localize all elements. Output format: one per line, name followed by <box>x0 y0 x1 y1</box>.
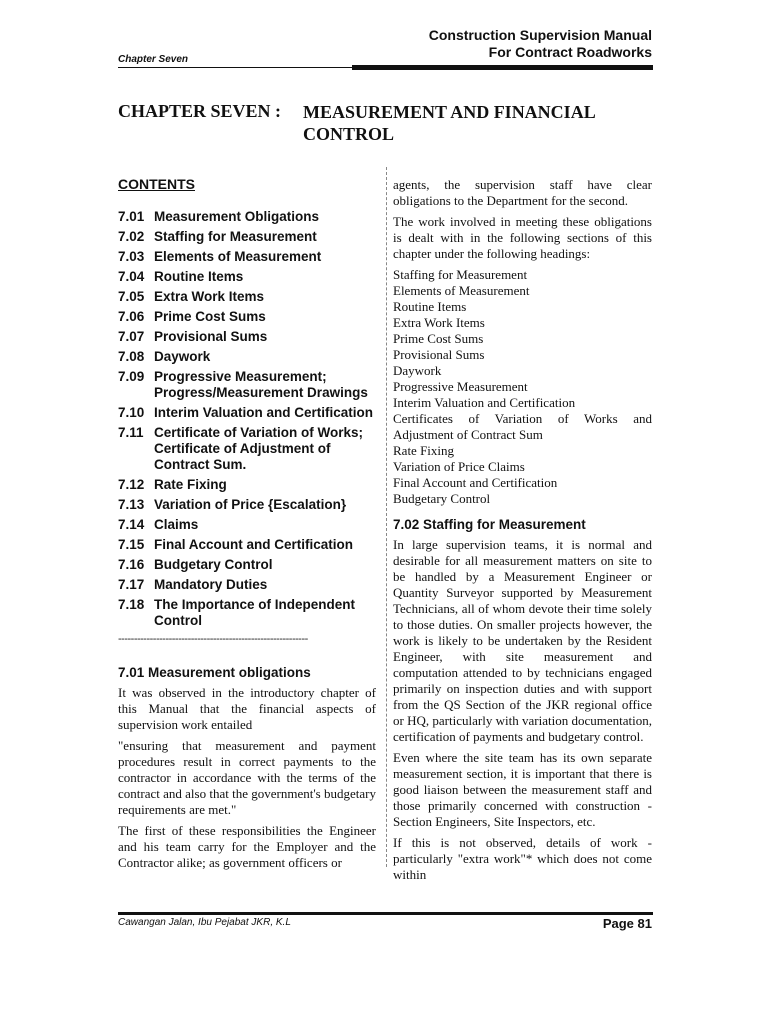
left-column <box>118 176 376 876</box>
contents-item-title: Interim Valuation and Certification <box>154 405 374 420</box>
contents-item <box>118 309 376 325</box>
chapter-heading-item: Variation of Price Claims <box>393 459 525 474</box>
page-number: Page 81 <box>602 916 652 931</box>
contents-item <box>118 329 376 345</box>
contents-item <box>118 229 376 245</box>
contents-item-number: 7.14 <box>118 517 145 532</box>
contents-item-number: 7.01 <box>118 209 145 224</box>
contents-item <box>118 209 376 225</box>
contents-item <box>118 477 376 493</box>
contents-item-title: Progressive Measurement; Progress/Measurement Drawings <box>154 369 368 400</box>
contents-item <box>118 369 376 401</box>
contents-item <box>118 517 376 533</box>
contents-item <box>118 425 376 473</box>
chapter-heading-item: Extra Work Items <box>393 315 485 330</box>
chapter-heading-item: Routine Items <box>393 299 467 314</box>
manual-title <box>429 27 652 61</box>
contents-item-number: 7.03 <box>118 249 145 264</box>
contents-item <box>118 557 376 573</box>
chapter-heading-item: Adjustment of Contract Sum <box>393 427 543 442</box>
section-702-heading: 7.02 Staffing for Measurement <box>393 517 586 532</box>
section-701-heading: 7.01 Measurement obligations <box>118 665 311 680</box>
chapter-heading-item: Provisional Sums <box>393 347 485 362</box>
contents-item-number: 7.05 <box>118 289 145 304</box>
chapter-heading-item: Rate Fixing <box>393 443 455 458</box>
manual-title-line1: Construction Supervision Manual <box>428 27 652 43</box>
chapter-headings-list <box>393 267 652 507</box>
contents-item-title: Budgetary Control <box>154 557 273 572</box>
footer-rule <box>118 912 653 915</box>
contents-item-number: 7.18 <box>118 597 145 612</box>
contents-item-title: Variation of Price {Escalation} <box>154 497 347 512</box>
chapter-label: CHAPTER SEVEN : <box>118 101 282 121</box>
chapter-heading-item: Staffing for Measurement <box>393 267 528 282</box>
chapter-heading-item: Final Account and Certification <box>393 475 558 490</box>
contents-item-number: 7.06 <box>118 309 145 324</box>
contents-item-title: The Importance of Independent Control <box>154 597 356 628</box>
contents-item <box>118 577 376 593</box>
contents-item-number: 7.12 <box>118 477 145 492</box>
chapter-heading-item: Daywork <box>393 363 442 378</box>
contents-item-number: 7.16 <box>118 557 145 572</box>
contents-list <box>118 209 376 629</box>
contents-item-title: Staffing for Measurement <box>154 229 317 244</box>
footer-department: Cawangan Jalan, Ibu Pejabat JKR, K.L <box>118 917 291 928</box>
section-702-para2: Even where the site team has its own separate measurement section, it is important that there is good liaison between the measurement staff and those primarily concerned with construction - Section Engineers, Site Inspectors, etc. <box>393 750 652 829</box>
contents-item-title: Measurement Obligations <box>154 209 320 224</box>
contents-separator: ------------------------------------------------------------ <box>118 633 308 645</box>
chapter-heading-item: Budgetary Control <box>393 491 491 506</box>
contents-item-title: Rate Fixing <box>154 477 227 492</box>
contents-item <box>118 537 376 553</box>
contents-item <box>118 597 376 629</box>
contents-item-title: Mandatory Duties <box>154 577 268 592</box>
section-702-para3: If this is not observed, details of work - particularly "extra work"* which does not come within <box>393 835 652 882</box>
contents-item-title: Elements of Measurement <box>154 249 322 264</box>
contents-item-title: Prime Cost Sums <box>154 309 266 324</box>
manual-title-line2: For Contract Roadworks <box>488 44 652 60</box>
contents-item-title: Daywork <box>154 349 211 364</box>
intro-paragraph: The work involved in meeting these obligations is dealt with in the following sections of this chapter under the following headings: <box>393 214 652 261</box>
section-701-para2: "ensuring that measurement and payment procedures result in correct payments to the contractor in accordance with the terms of the contract and also that the government's budgetary requirements are met." <box>118 738 376 817</box>
contents-item <box>118 349 376 365</box>
contents-item-number: 7.13 <box>118 497 145 512</box>
chapter-heading-item: Interim Valuation and Certification <box>393 395 576 410</box>
contents-item-number: 7.07 <box>118 329 145 344</box>
column-divider <box>386 167 387 867</box>
running-chapter-label: Chapter Seven <box>118 54 189 65</box>
contents-item-number: 7.10 <box>118 405 145 420</box>
chapter-heading-item: Progressive Measurement <box>393 379 528 394</box>
contents-item-number: 7.15 <box>118 537 145 552</box>
chapter-heading-item: Prime Cost Sums <box>393 331 484 346</box>
contents-item <box>118 249 376 265</box>
contents-item <box>118 497 376 513</box>
right-column <box>393 177 652 888</box>
section-701-para3: The first of these responsibilities the Engineer and his team carry for the Employer and the Contractor alike; as government officers or <box>118 823 376 870</box>
contents-item-number: 7.08 <box>118 349 145 364</box>
contents-item-title: Final Account and Certification <box>154 537 354 552</box>
contents-item-number: 7.09 <box>118 369 145 384</box>
contents-item-number: 7.17 <box>118 577 145 592</box>
header-rule-thin <box>118 67 352 68</box>
continued-paragraph: agents, the supervision staff have clear obligations to the Department for the second. <box>393 177 652 208</box>
contents-item-number: 7.02 <box>118 229 145 244</box>
section-701-para1: It was observed in the introductory chapter of this Manual that the financial aspects of supervision work entailed <box>118 685 376 732</box>
contents-item-title: Extra Work Items <box>154 289 265 304</box>
contents-item-title: Claims <box>154 517 199 532</box>
contents-item-title: Routine Items <box>154 269 244 284</box>
contents-item <box>118 289 376 305</box>
contents-item <box>118 405 376 421</box>
contents-item-number: 7.04 <box>118 269 145 284</box>
contents-item-title: Certificate of Variation of Works; Certificate of Adjustment of Contract Sum. <box>154 425 364 472</box>
chapter-heading-item: Elements of Measurement <box>393 283 530 298</box>
section-702-para1: In large supervision teams, it is normal and desirable for all measurement matters on site to be handled by a Measurement Engineer or Quantity Surveyor supported by Measurement Technicians, all of whom devote their time solely to those duties. On smaller projects however, the work is likely to be undertaken by the Resident Engineer, with site measurement and computation attended to by technicians engaged primarily on inspection duties and with support from the QS Section of the JKR regional office or HQ, particularly with variation documentation, certification of payments and budgetary control. <box>393 537 652 744</box>
header-rule-thick <box>352 65 653 70</box>
chapter-heading-item: Certificates of Variation of Works and <box>393 411 652 426</box>
contents-item <box>118 269 376 285</box>
contents-heading: CONTENTS <box>118 176 195 192</box>
contents-item-title: Provisional Sums <box>154 329 268 344</box>
contents-item-number: 7.11 <box>118 425 144 440</box>
chapter-title: MEASUREMENT AND FINANCIAL CONTROL <box>303 102 595 144</box>
